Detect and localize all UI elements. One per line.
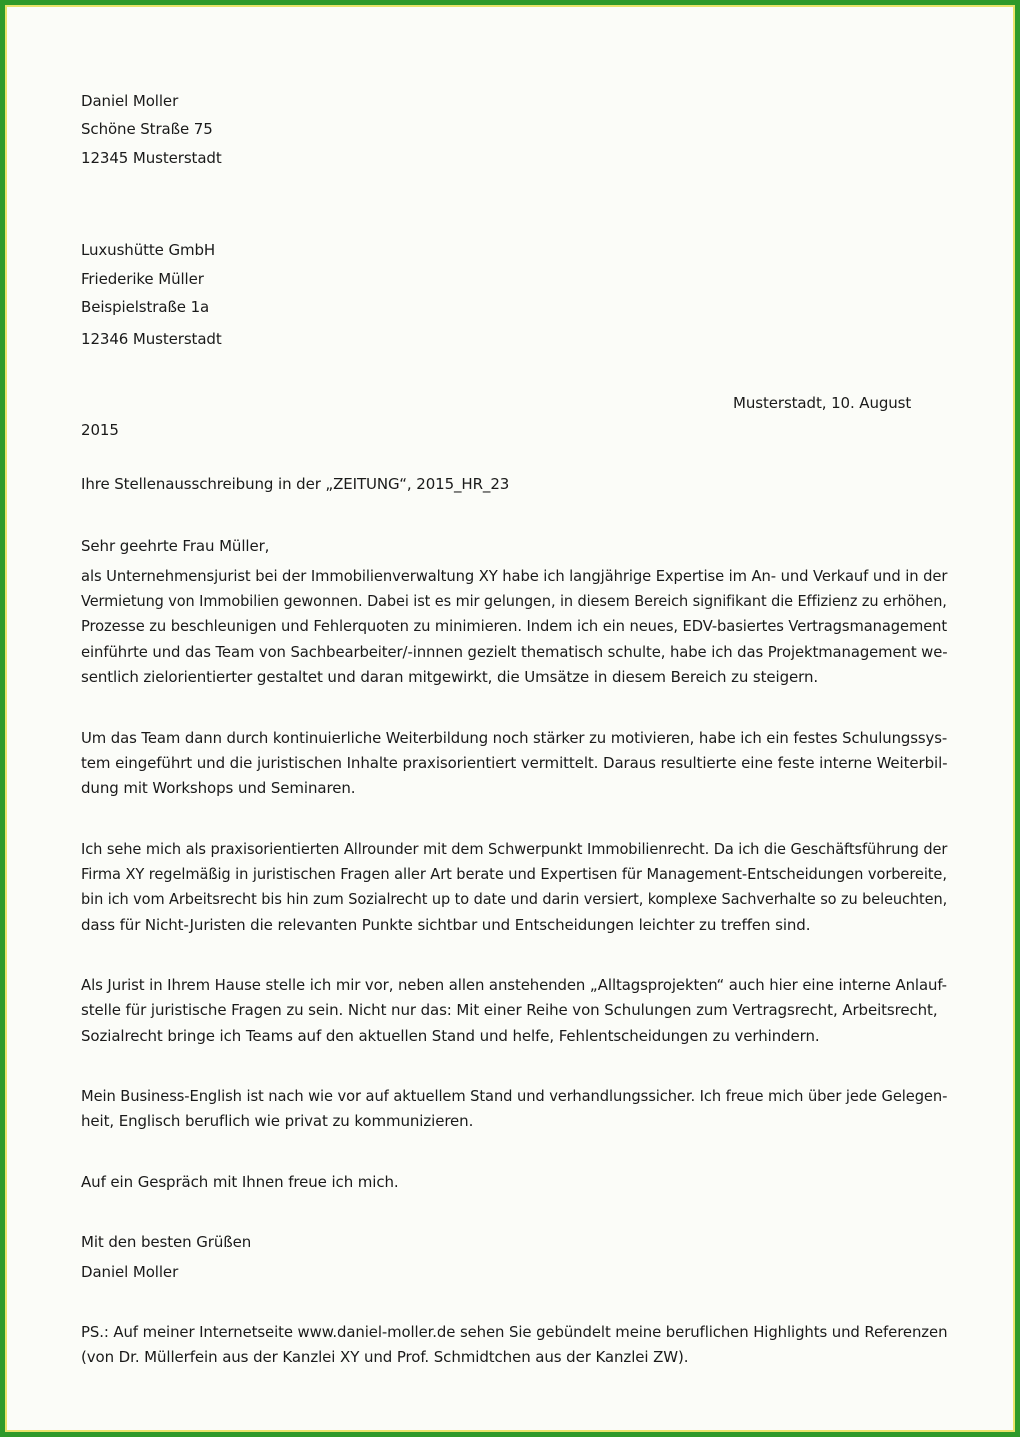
body-line: einführte und das Team von Sachbearbeiter/-innnen gezielt thematisch schulte, habe ich das Projektmanagement we- xyxy=(81,643,948,661)
body-line: dass für Nicht-Juristen die relevanten Punkte sichtbar und Entscheidungen leichter zu treffen sind. xyxy=(81,916,811,934)
recipient-city: 12346 Musterstadt xyxy=(81,330,222,348)
recipient-company: Luxushütte GmbH xyxy=(81,241,216,259)
closing-greeting: Mit den besten Grüßen xyxy=(81,1233,252,1251)
recipient-person: Friederike Müller xyxy=(81,270,204,288)
subject-line: Ihre Stellenausschreibung in der „ZEITUNG“, 2015_HR_23 xyxy=(81,475,510,493)
closing-name: Daniel Moller xyxy=(81,1263,179,1281)
sender-name: Daniel Moller xyxy=(81,92,179,110)
body-line: Vermietung von Immobilien gewonnen. Dabei ist es mir gelungen, in diesem Bereich signifikant die Effizienz zu erhöhen, xyxy=(81,592,947,610)
letter-page xyxy=(7,7,1013,1430)
date-line-1: Musterstadt, 10. August xyxy=(733,394,912,412)
body-line: Um das Team dann durch kontinuierliche Weiterbildung noch stärker zu motivieren, habe ich ein festes Schulungssys- xyxy=(81,729,948,747)
body-line: Firma XY regelmäßig in juristischen Fragen aller Art berate und Expertisen für Management-Entscheidungen vorbereite, xyxy=(81,865,947,883)
sender-city: 12345 Musterstadt xyxy=(81,149,222,167)
recipient-street: Beispielstraße 1a xyxy=(81,298,210,316)
body-line: Prozesse zu beschleunigen und Fehlerquoten zu minimieren. Indem ich ein neues, EDV-basiertes Vertragsmanagement xyxy=(81,617,948,635)
body-line: Auf ein Gespräch mit Ihnen freue ich mich. xyxy=(81,1173,399,1191)
body-line: stelle für juristische Fragen zu sein. Nicht nur das: Mit einer Reihe von Schulungen zum Vertragsrecht, Arbeitsrecht, xyxy=(81,1001,938,1019)
body-line: als Unternehmensjurist bei der Immobilienverwaltung XY habe ich langjährige Expertise im An- und Verkauf und in der xyxy=(81,567,948,585)
ps-line: (von Dr. Müllerfein aus der Kanzlei XY und Prof. Schmidtchen aus der Kanzlei ZW). xyxy=(81,1348,689,1366)
ps-line: PS.: Auf meiner Internetseite www.daniel-moller.de sehen Sie gebündelt meine beruflichen Highlights und Referenzen xyxy=(81,1323,948,1341)
body-line: Mein Business-English ist nach wie vor auf aktuellem Stand und verhandlungssicher. Ich freue mich über jede Gelegen- xyxy=(81,1087,948,1105)
body-line: sentlich zielorientierter gestaltet und daran mitgewirkt, die Umsätze in diesem Bereich zu steigern. xyxy=(81,668,819,686)
sender-street: Schöne Straße 75 xyxy=(81,120,213,138)
body-line: heit, Englisch beruflich wie privat zu kommunizieren. xyxy=(81,1112,474,1130)
body-line: bin ich vom Arbeitsrecht bis hin zum Sozialrecht up to date und darin versiert, komplexe Sachverhalte so zu beleuchten, xyxy=(81,890,948,908)
body-line: Ich sehe mich als praxisorientierten Allrounder mit dem Schwerpunkt Immobilienrecht. Da ich die Geschäftsführung der xyxy=(81,840,948,858)
body-line: tem eingeführt und die juristischen Inhalte praxisorientiert vermittelt. Daraus resultierte eine feste interne Weiterbil- xyxy=(81,754,948,772)
date-line-2: 2015 xyxy=(81,421,119,439)
body-line: Als Jurist in Ihrem Hause stelle ich mir vor, neben allen anstehenden „Alltagsprojekten“ auch hier eine interne Anlauf- xyxy=(81,976,947,994)
body-line: Sozialrecht bringe ich Teams auf den aktuellen Stand und helfe, Fehlentscheidungen zu verhindern. xyxy=(81,1027,820,1045)
salutation: Sehr geehrte Frau Müller, xyxy=(81,537,270,555)
body-line: dung mit Workshops und Seminaren. xyxy=(81,779,356,797)
